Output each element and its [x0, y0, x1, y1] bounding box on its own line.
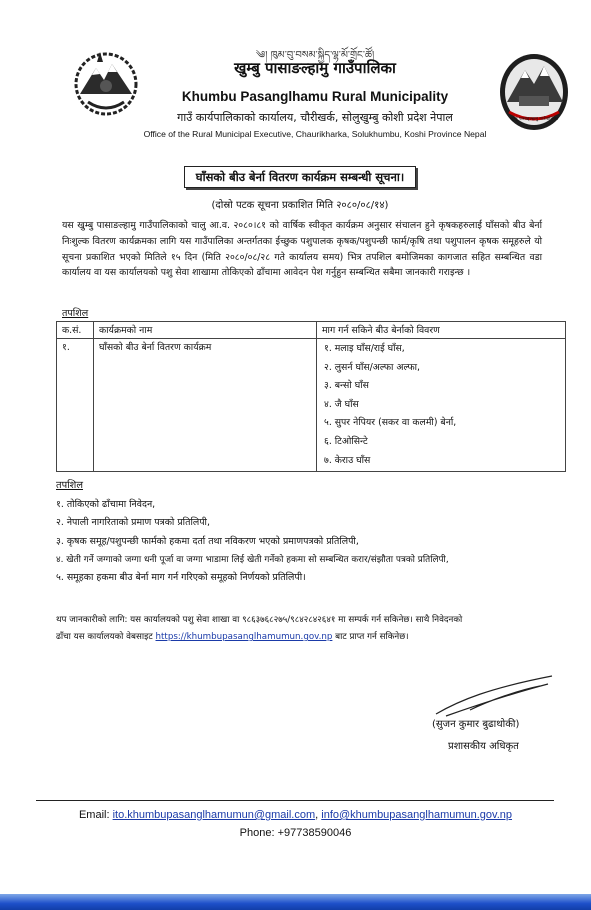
- seal-text: खुम्बु पासाङ्ल्हामु गाउँपालिका: [509, 117, 559, 122]
- notice-subject: घाँसको बीउ बेर्ना वितरण कार्यक्रम सम्बन्धी सूचना।: [184, 166, 416, 188]
- notice-paragraph: यस खुम्बु पासाङल्हामु गाउँपालिकाको चालु आ.व. २०८०।८१ को वार्षिक स्वीकृत कार्यक्रम अनुसार संचालन हुने कृषकहरुलाई घाँसको बीउ बेर्ना निःशुल्क वितरण कार्यक्रमका लागि यस गाउँपालिका अन्तर्गतका ईच्छुक पशुपालक कृषक/पशुपन्छी फार्म/कृषि तथा पशुपालन कृषक समूहरुले यो सूचना प्रकाशित भएको मितिले १५ दिन (मिति २०८०/०८/२८ गते कार्यालय समय) भित्र तपशिल बमोजिमका कागजात सहित सम्बन्धित वडा कार्यालय वा यस कार्यालयको पशु सेवा शाखामा तोकिएको ढाँचामा आवेदन पेश गर्नुहुन सम्बन्धित सबैमा जानकारी गराइन्छ ।: [62, 220, 542, 279]
- row-serial: १.: [57, 339, 94, 472]
- contact-line-1: थप जानकारीको लागि: यस कार्यालयको पशु सेवा शाखा वा ९८६३७६८२७५/९८४२८४२६४१ मा सम्पर्क गर्न सकिनेछ। साथै निवेदनको: [56, 615, 463, 625]
- footer-phone: Phone: +97738590046: [239, 827, 352, 839]
- row-program-name: घाँसको बीउ बेर्ना वितरण कार्यक्रम: [94, 339, 317, 472]
- signatory-designation: प्रशासकीय अधिकृत: [448, 741, 519, 752]
- footer-email: [0, 809, 591, 821]
- website-link[interactable]: https://khumbupasanglhamumun.gov.np: [155, 632, 333, 642]
- list-item: १. तोकिएको ढाँचामा निवेदन,: [56, 499, 156, 510]
- seed-item-list: [322, 340, 560, 470]
- list-item: ४. खेती गर्ने जग्गाको जग्गा धनी पूर्जा वा जग्गा भाडामा लिई खेती गर्नेको हकमा सो सम्बन्धित करार/संझौता पत्रको प्रतिलिपी,: [56, 554, 449, 565]
- office-address-en: Office of the Rural Municipal Executive, Chaurikharka, Solukhumbu, Koshi Province Nepal: [143, 129, 487, 139]
- table-header-row: [57, 322, 566, 339]
- enclosures-list: [56, 496, 449, 587]
- nepal-emblem-logo: [70, 44, 142, 120]
- list-item: ३. बन्सो घाँस: [324, 380, 369, 392]
- municipality-seal-logo: [497, 52, 571, 132]
- email-label: Email:: [78, 809, 113, 821]
- list-item: ५. समूहका हकमा बीउ बेर्ना माग गर्न गरिएको समूहको निर्णयको प्रतिलिपी।: [56, 572, 306, 584]
- signature-scribble: [430, 670, 560, 720]
- contact-line-2: [56, 629, 546, 646]
- email-link-1[interactable]: ito.khumbupasanglhamumun@gmail.com: [112, 809, 316, 821]
- list-item: ५. सुपर नेपियर (सकर वा कलमी) बेर्ना,: [324, 417, 457, 429]
- program-table: [56, 321, 566, 472]
- municipality-title-en: Khumbu Pasanglhamu Rural Municipality: [181, 89, 449, 104]
- row-items-cell: [317, 339, 566, 472]
- list-item: ७. केराउ घाँस: [324, 454, 371, 466]
- table-heading: तपशिल: [62, 308, 89, 319]
- list-item: ३. कृषक समूह/पशुपन्छी फार्मको हकमा दर्ता तथा नविकरण भएको प्रमाणपत्रको प्रतिलिपी,: [56, 535, 359, 547]
- list-item: ४. जै घाँस: [324, 398, 359, 410]
- footer-divider: [36, 800, 554, 801]
- email-separator: ,: [315, 809, 322, 821]
- list-item: २. नेपाली नागरिताको प्रमाण पत्रको प्रतिलिपी,: [56, 517, 210, 529]
- table-row: [57, 339, 566, 472]
- second-publish-date: (दोस्रो पटक सूचना प्रकाशित मिति २०८०/०८/१४): [211, 200, 389, 211]
- contact-info: [56, 612, 546, 646]
- col-serial: क.सं.: [57, 322, 94, 339]
- email-link-2[interactable]: info@khumbupasanglhamumun.gov.np: [321, 809, 513, 821]
- signatory-name: (सुजन कुमार बुढाथोकी): [432, 719, 520, 730]
- col-program-name: कार्यक्रमको नाम: [94, 322, 317, 339]
- municipality-title-np: खुम्बु पासाङल्हामु गाउँपालिका: [234, 59, 396, 77]
- enclosures-heading: तपशिल: [56, 480, 83, 491]
- list-item: १. मलाइ घाँस/राई घाँस,: [324, 343, 405, 354]
- footer-color-bar: [0, 894, 591, 910]
- list-item: २. लुसर्न घाँस/अल्फा अल्फा,: [324, 361, 421, 373]
- contact-line-2-pre: ढाँचा यस कार्यालयको वेबसाइट: [56, 632, 156, 642]
- list-item: ६. टिओसिन्टे: [324, 435, 368, 447]
- office-address-np: गाउँ कार्यपालिकाको कार्यालय, चौरीखर्क, सोलुखुम्बु कोशी प्रदेश नेपाल: [177, 111, 453, 124]
- contact-line-2-post: बाट प्राप्त गर्न सकिनेछ।: [332, 632, 409, 642]
- col-items-detail: माग गर्न सकिने बीउ बेर्नाको विवरण: [317, 322, 566, 339]
- tibetan-header-line: ༄། ཁུམ་བུ་བསམ་སྐྱིད་ལྷ་མོ་གྲོང་ཚོ།: [255, 50, 375, 61]
